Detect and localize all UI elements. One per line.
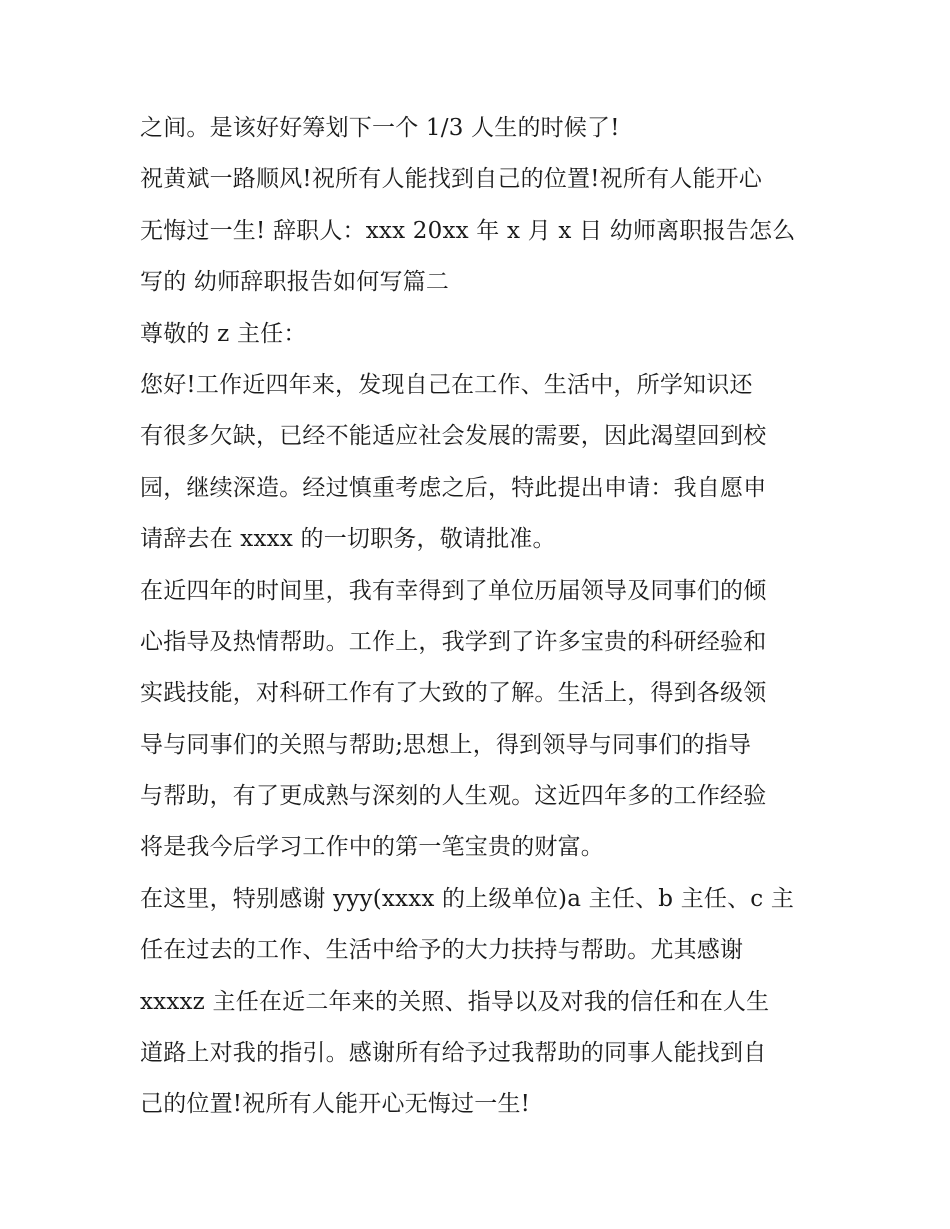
text-line: xxxxz 主任在近二年来的关照、指导以及对我的信任和在人生 bbox=[140, 988, 770, 1015]
text-line: 您好!工作近四年来，发现自己在工作、生活中，所学知识还 bbox=[140, 371, 753, 398]
text-line: 任在过去的工作、生活中给予的大力扶持与帮助。尤其感谢 bbox=[140, 937, 744, 964]
text-line: 在这里，特别感谢 yyy(xxxx 的上级单位)a 主任、b 主任、c 主 bbox=[140, 885, 795, 912]
salutation: 尊敬的 z 主任： bbox=[140, 320, 307, 347]
text-line: 道路上对我的指引。感谢所有给予过我帮助的同事人能找到自 bbox=[140, 1040, 767, 1067]
text-line: 请辞去在 xxxx 的一切职务，敬请批准。 bbox=[140, 526, 556, 553]
text-line: 祝黄斌一路顺风!祝所有人能找到自己的位置!祝所有人能开心 bbox=[140, 166, 763, 193]
text-line: 有很多欠缺，已经不能适应社会发展的需要，因此渴望回到校 bbox=[140, 423, 767, 450]
text-line: 将是我今后学习工作中的第一笔宝贵的财富。 bbox=[140, 834, 604, 861]
text-line: 实践技能，对科研工作有了大致的了解。生活上，得到各级领 bbox=[140, 680, 767, 707]
text-line: 与帮助，有了更成熟与深刻的人生观。这近四年多的工作经验 bbox=[140, 783, 767, 810]
text-line: 导与同事们的关照与帮助;思想上，得到领导与同事们的指导 bbox=[140, 731, 752, 758]
text-line: 在近四年的时间里，我有幸得到了单位历届领导及同事们的倾 bbox=[140, 577, 767, 604]
document-body bbox=[140, 103, 820, 1131]
text-line: 写的 幼师辞职报告如何写篇二 bbox=[140, 269, 450, 296]
text-line: 心指导及热情帮助。工作上，我学到了许多宝贵的科研经验和 bbox=[140, 628, 767, 655]
text-line: 无悔过一生! 辞职人：xxx 20xx 年 x 月 x 日 幼师离职报告怎么 bbox=[140, 217, 796, 244]
text-line: 己的位置!祝所有人能开心无悔过一生! bbox=[140, 1091, 531, 1118]
text-line: 之间。是该好好筹划下一个 1/3 人生的时候了! bbox=[140, 115, 620, 141]
text-line: 园，继续深造。经过慎重考虑之后，特此提出申请：我自愿申 bbox=[140, 474, 767, 501]
